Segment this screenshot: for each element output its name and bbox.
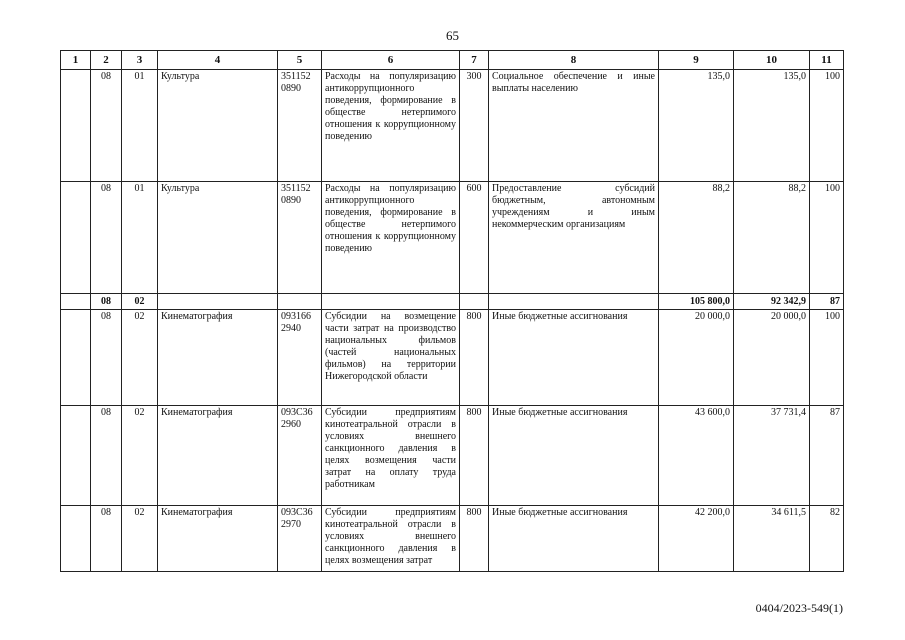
- subsection-code-cell: 01: [122, 70, 158, 182]
- execution-percent-cell: 87: [810, 406, 844, 506]
- section-code-cell: 08: [91, 406, 122, 506]
- section-name-cell: Кинематография: [158, 406, 278, 506]
- row-number-cell: [61, 310, 91, 406]
- expense-type-code-cell: 800: [460, 406, 489, 506]
- execution-percent-cell: 87: [810, 294, 844, 310]
- budget-table: [60, 50, 844, 572]
- expense-type-code-cell: 300: [460, 70, 489, 182]
- expense-description-cell: Расходы на популяризацию антикоррупционного поведения, формирование в обществе нетерпимого отношения к коррупционному поведению: [322, 70, 460, 182]
- actual-amount-cell: 92 342,9: [734, 294, 810, 310]
- section-name-cell: Культура: [158, 70, 278, 182]
- column-header: 9: [659, 51, 734, 70]
- column-header: 5: [278, 51, 322, 70]
- table-row: [61, 406, 844, 506]
- column-header: 7: [460, 51, 489, 70]
- subsection-code-cell: 01: [122, 182, 158, 294]
- table-row: [61, 182, 844, 294]
- row-number-cell: [61, 70, 91, 182]
- table-row: [61, 310, 844, 406]
- expense-type-code-cell: [460, 294, 489, 310]
- execution-percent-cell: 100: [810, 70, 844, 182]
- section-code-cell: 08: [91, 70, 122, 182]
- actual-amount-cell: 20 000,0: [734, 310, 810, 406]
- target-article-cell: [278, 294, 322, 310]
- section-code-cell: 08: [91, 182, 122, 294]
- table-row: [61, 70, 844, 182]
- target-article-cell: 351152 0890: [278, 182, 322, 294]
- expense-type-name-cell: Предоставление субсидий бюджетным, автономным учреждениям и иным некоммерческим организациям: [489, 182, 659, 294]
- expense-type-code-cell: 800: [460, 506, 489, 572]
- column-header: 4: [158, 51, 278, 70]
- table-row: [61, 294, 844, 310]
- row-number-cell: [61, 182, 91, 294]
- column-header: 11: [810, 51, 844, 70]
- section-code-cell: 08: [91, 506, 122, 572]
- document-code: 0404/2023-549(1): [755, 601, 843, 615]
- planned-amount-cell: 105 800,0: [659, 294, 734, 310]
- expense-type-name-cell: Иные бюджетные ассигнования: [489, 406, 659, 506]
- section-name-cell: Кинематография: [158, 310, 278, 406]
- expense-description-cell: Субсидии предприятиям кинотеатральной отрасли в условиях внешнего санкционного давления в целях возмещения затрат: [322, 506, 460, 572]
- target-article-cell: 093С36 2970: [278, 506, 322, 572]
- row-number-cell: [61, 406, 91, 506]
- expense-type-name-cell: Социальное обеспечение и иные выплаты населению: [489, 70, 659, 182]
- planned-amount-cell: 88,2: [659, 182, 734, 294]
- subsection-code-cell: 02: [122, 294, 158, 310]
- expense-description-cell: Расходы на популяризацию антикоррупционного поведения, формирование в обществе нетерпимого отношения к коррупционному поведению: [322, 182, 460, 294]
- target-article-cell: 093166 2940: [278, 310, 322, 406]
- actual-amount-cell: 135,0: [734, 70, 810, 182]
- row-number-cell: [61, 506, 91, 572]
- column-header: 1: [61, 51, 91, 70]
- section-code-cell: 08: [91, 294, 122, 310]
- table-row: [61, 506, 844, 572]
- execution-percent-cell: 100: [810, 182, 844, 294]
- execution-percent-cell: 100: [810, 310, 844, 406]
- expense-type-code-cell: 600: [460, 182, 489, 294]
- expense-description-cell: Субсидии на возмещение части затрат на производство национальных фильмов (частей национальных фильмов) на территории Нижегородской области: [322, 310, 460, 406]
- section-name-cell: Культура: [158, 182, 278, 294]
- expense-description-cell: Субсидии предприятиям кинотеатральной отрасли в условиях внешнего санкционного давления в целях возмещения части затрат на оплату труда работникам: [322, 406, 460, 506]
- target-article-cell: 351152 0890: [278, 70, 322, 182]
- column-header: 6: [322, 51, 460, 70]
- subsection-code-cell: 02: [122, 310, 158, 406]
- expense-type-name-cell: [489, 294, 659, 310]
- expense-description-cell: [322, 294, 460, 310]
- row-number-cell: [61, 294, 91, 310]
- column-header: 8: [489, 51, 659, 70]
- subsection-code-cell: 02: [122, 506, 158, 572]
- expense-type-name-cell: Иные бюджетные ассигнования: [489, 506, 659, 572]
- execution-percent-cell: 82: [810, 506, 844, 572]
- actual-amount-cell: 34 611,5: [734, 506, 810, 572]
- expense-type-name-cell: Иные бюджетные ассигнования: [489, 310, 659, 406]
- planned-amount-cell: 20 000,0: [659, 310, 734, 406]
- column-header: 10: [734, 51, 810, 70]
- planned-amount-cell: 135,0: [659, 70, 734, 182]
- expense-type-code-cell: 800: [460, 310, 489, 406]
- actual-amount-cell: 88,2: [734, 182, 810, 294]
- section-code-cell: 08: [91, 310, 122, 406]
- column-header: 3: [122, 51, 158, 70]
- planned-amount-cell: 42 200,0: [659, 506, 734, 572]
- column-header: 2: [91, 51, 122, 70]
- subsection-code-cell: 02: [122, 406, 158, 506]
- page-number: 65: [446, 28, 459, 43]
- planned-amount-cell: 43 600,0: [659, 406, 734, 506]
- target-article-cell: 093С36 2960: [278, 406, 322, 506]
- actual-amount-cell: 37 731,4: [734, 406, 810, 506]
- header-row: [61, 51, 844, 70]
- section-name-cell: Кинематография: [158, 506, 278, 572]
- section-name-cell: [158, 294, 278, 310]
